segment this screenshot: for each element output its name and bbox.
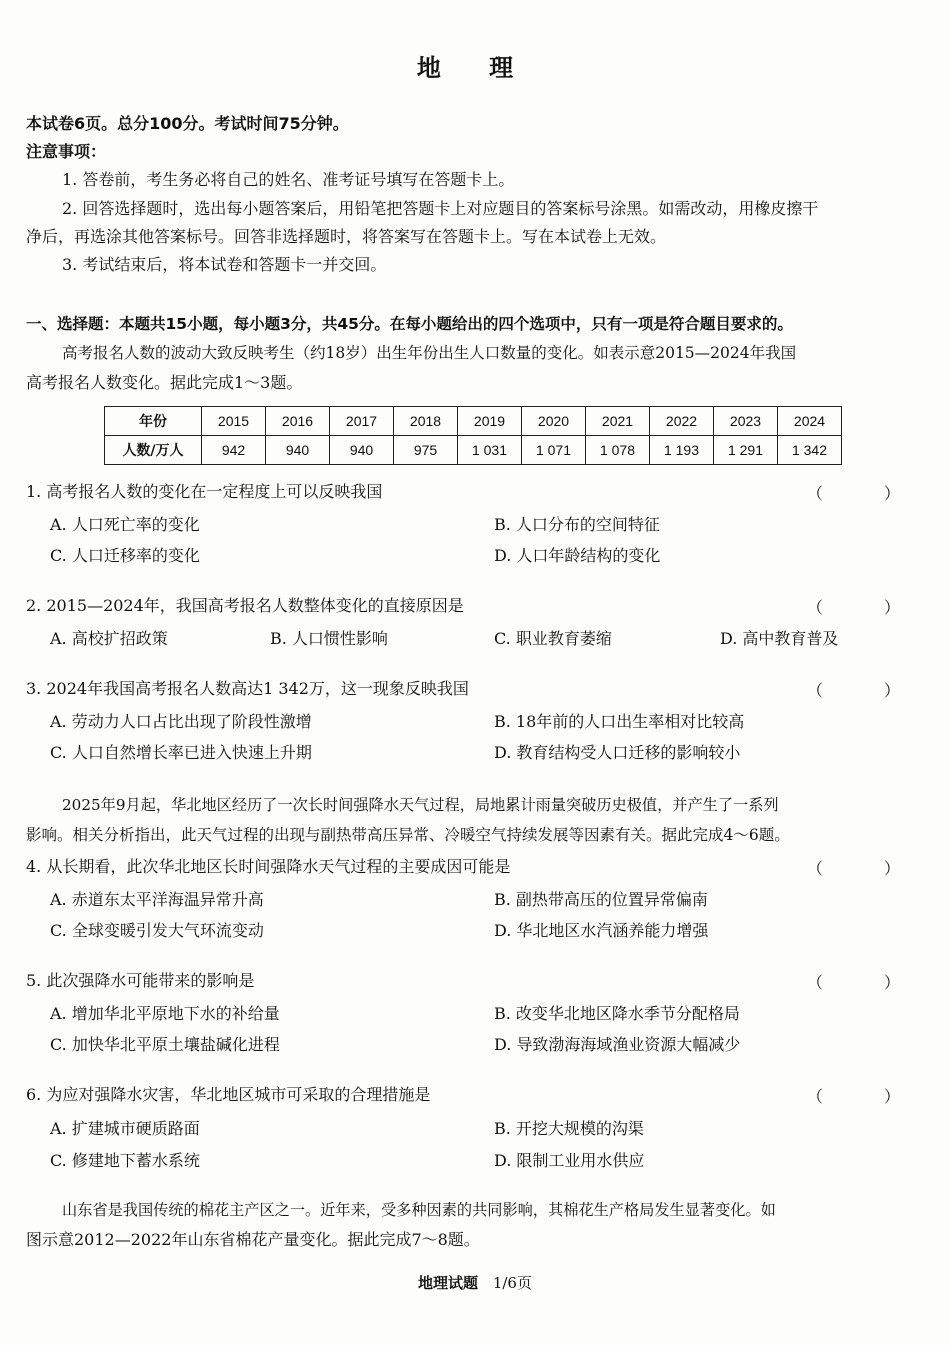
table-cell: 940 — [266, 436, 330, 465]
answer-paren: （ ） — [806, 681, 928, 700]
q6-option-c: C. 修建地下蓄水系统 — [50, 1151, 200, 1170]
q1-option-d: D. 人口年龄结构的变化 — [494, 546, 661, 565]
notice-item-1: 1. 答卷前，考生务必将自己的姓名、准考证号填写在答题卡上。 — [62, 170, 515, 189]
q4-option-c: C. 全球变暖引发大气环流变动 — [50, 921, 264, 940]
passage-3-line-2: 图示意2012—2022年山东省棉花产量变化。据此完成7～8题。 — [26, 1230, 480, 1249]
table-cell: 2022 — [650, 407, 714, 436]
exam-count-table — [104, 406, 842, 465]
q1-option-c: C. 人口迁移率的变化 — [50, 546, 200, 565]
exam-intro: 本试卷6页。总分100分。考试时间75分钟。 — [26, 114, 349, 133]
q6-option-d: D. 限制工业用水供应 — [494, 1151, 645, 1170]
table-cell: 1 031 — [458, 436, 522, 465]
table-cell: 1 078 — [586, 436, 650, 465]
q5-option-d: D. 导致渤海海域渔业资源大幅减少 — [494, 1035, 741, 1054]
table-row-counts — [105, 436, 842, 465]
passage-1-line-2: 高考报名人数变化。据此完成1～3题。 — [26, 373, 303, 392]
table-header-count: 人数/万人 — [105, 436, 202, 465]
notice-item-2-cont: 净后，再选涂其他答案标号。回答非选择题时，将答案写在答题卡上。写在本试卷上无效。 — [26, 227, 667, 246]
table-cell: 2023 — [714, 407, 778, 436]
q6-option-b: B. 开挖大规模的沟渠 — [494, 1119, 644, 1138]
q5-option-b: B. 改变华北地区降水季节分配格局 — [494, 1004, 740, 1023]
q2-option-c: C. 职业教育萎缩 — [494, 629, 612, 648]
q4-option-b: B. 副热带高压的位置异常偏南 — [494, 890, 708, 909]
table-cell: 2017 — [330, 407, 394, 436]
notice-heading: 注意事项： — [26, 142, 107, 161]
q2-option-d: D. 高中教育普及 — [720, 629, 839, 648]
q2-option-a: A. 高校扩招政策 — [50, 629, 168, 648]
table-cell: 2015 — [202, 407, 266, 436]
table-row-years — [105, 407, 842, 436]
answer-paren: （ ） — [806, 598, 928, 617]
table-cell: 2019 — [458, 407, 522, 436]
table-cell: 975 — [394, 436, 458, 465]
passage-2-line-2: 影响。相关分析指出，此天气过程的出现与副热带高压异常、冷暖空气持续发展等因素有关。据此完成4～6题。 — [26, 826, 790, 844]
page-title: 地 理 — [416, 54, 534, 82]
q1-option-b: B. 人口分布的空间特征 — [494, 515, 660, 534]
q2-option-b: B. 人口惯性影响 — [270, 629, 388, 648]
q3-option-b: B. 18年前的人口出生率相对比较高 — [494, 712, 745, 731]
table-cell: 940 — [330, 436, 394, 465]
footer-label: 地理试题 — [418, 1274, 479, 1292]
question-2-stem: 2. 2015—2024年，我国高考报名人数整体变化的直接原因是 — [26, 596, 464, 615]
answer-paren: （ ） — [806, 1087, 928, 1106]
table-cell: 1 071 — [522, 436, 586, 465]
q3-option-c: C. 人口自然增长率已进入快速上升期 — [50, 743, 312, 762]
table-cell: 1 342 — [778, 436, 842, 465]
table-cell: 1 291 — [714, 436, 778, 465]
section-heading: 一、选择题：本题共15小题，每小题3分，共45分。在每小题给出的四个选项中，只有一项是符合题目要求的。 — [26, 315, 793, 333]
q5-option-c: C. 加快华北平原土壤盐碱化进程 — [50, 1035, 280, 1054]
table-cell: 2024 — [778, 407, 842, 436]
table-cell: 2021 — [586, 407, 650, 436]
passage-1-line-1: 高考报名人数的波动大致反映考生（约18岁）出生年份出生人口数量的变化。如表示意2015—2024年我国 — [62, 344, 797, 362]
passage-2-line-1: 2025年9月起，华北地区经历了一次长时间强降水天气过程，局地累计雨量突破历史极值，并产生了一系列 — [62, 796, 779, 814]
page-footer — [0, 1272, 950, 1293]
table-cell: 2020 — [522, 407, 586, 436]
q6-option-a: A. 扩建城市硬质路面 — [50, 1119, 200, 1138]
answer-paren: （ ） — [806, 973, 928, 992]
table-cell: 2018 — [394, 407, 458, 436]
question-6-stem: 6. 为应对强降水灾害，华北地区城市可采取的合理措施是 — [26, 1085, 431, 1104]
answer-paren: （ ） — [806, 484, 928, 503]
table-cell: 2016 — [266, 407, 330, 436]
q5-option-a: A. 增加华北平原地下水的补给量 — [50, 1004, 280, 1023]
q4-option-d: D. 华北地区水汽涵养能力增强 — [494, 921, 709, 940]
table-cell: 1 193 — [650, 436, 714, 465]
question-3-stem: 3. 2024年我国高考报名人数高达1 342万，这一现象反映我国 — [26, 679, 469, 698]
answer-paren: （ ） — [806, 859, 928, 878]
footer-page-number: 1/6页 — [492, 1274, 532, 1292]
question-1-stem: 1. 高考报名人数的变化在一定程度上可以反映我国 — [26, 482, 383, 501]
q3-option-a: A. 劳动力人口占比出现了阶段性激增 — [50, 712, 312, 731]
notice-item-2: 2. 回答选择题时，选出每小题答案后，用铅笔把答题卡上对应题目的答案标号涂黑。如需改动，用橡皮擦干 — [62, 199, 819, 218]
table-header-year: 年份 — [105, 407, 202, 436]
question-5-stem: 5. 此次强降水可能带来的影响是 — [26, 971, 255, 990]
notice-item-3: 3. 考试结束后，将本试卷和答题卡一并交回。 — [62, 255, 387, 274]
q3-option-d: D. 教育结构受人口迁移的影响较小 — [494, 743, 741, 762]
q4-option-a: A. 赤道东太平洋海温异常升高 — [50, 890, 264, 909]
q1-option-a: A. 人口死亡率的变化 — [50, 515, 200, 534]
passage-3-line-1: 山东省是我国传统的棉花主产区之一。近年来，受多种因素的共同影响，其棉花生产格局发生显著变化。如 — [62, 1201, 776, 1219]
question-4-stem: 4. 从长期看，此次华北地区长时间强降水天气过程的主要成因可能是 — [26, 857, 511, 876]
table-cell: 942 — [202, 436, 266, 465]
